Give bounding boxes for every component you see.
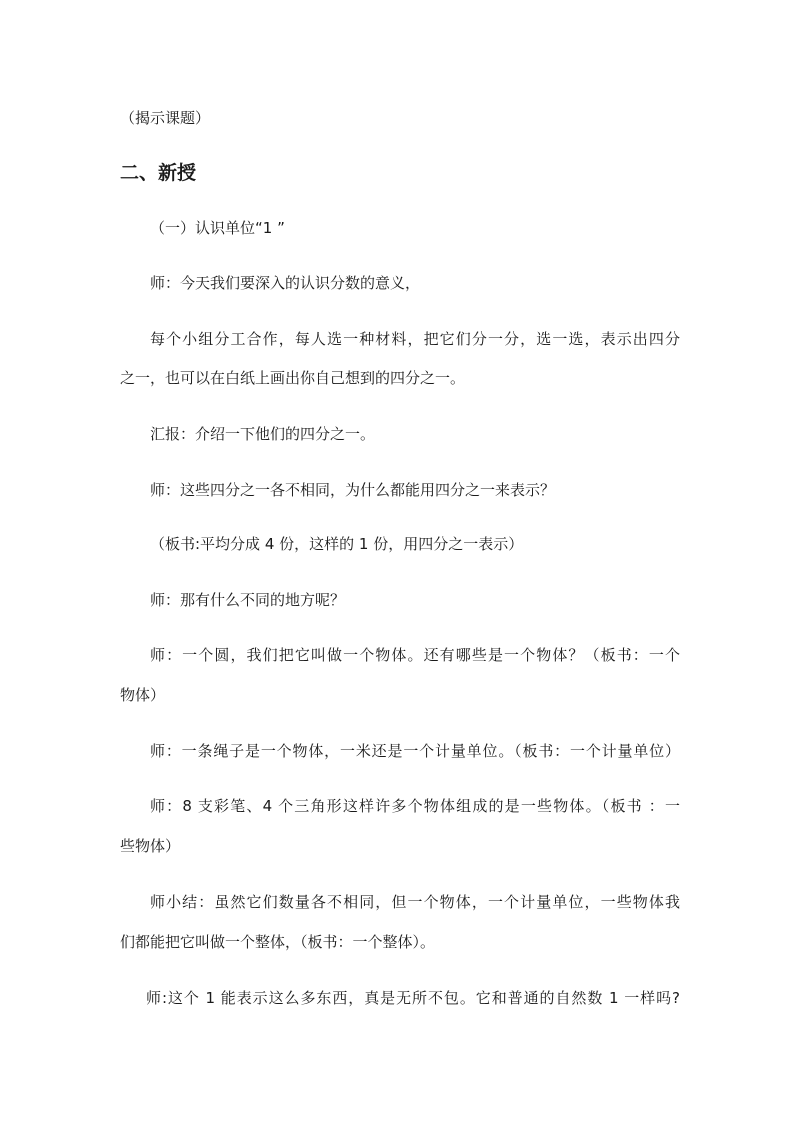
paragraph-4: 师：这些四分之一各不相同，为什么都能用四分之一来表示？ <box>150 481 556 499</box>
topic-note: （揭示课题） <box>120 109 211 127</box>
paragraph-10-line-2: 们都能把它叫做一个整体，（板书：一个整体）。 <box>120 933 436 951</box>
paragraph-1: 师：今天我们要深入的认识分数的意义， <box>150 274 421 292</box>
paragraph-8: 师：一条绳子是一个物体，一米还是一个计量单位。（板书：一个计量单位） <box>150 742 680 760</box>
paragraph-11: 师:这个 1 能表示这么多东西，真是无所不包。它和普通的自然数 1 一样吗? <box>146 989 680 1007</box>
paragraph-5: （板书:平均分成 4 份，这样的 1 份，用四分之一表示） <box>150 535 524 553</box>
paragraph-10-line-1: 师小结：虽然它们数量各不相同，但一个物体，一个计量单位，一些物体我 <box>150 893 680 911</box>
paragraph-2-line-2: 之一，也可以在白纸上画出你自己想到的四分之一。 <box>120 369 466 387</box>
paragraph-2-line-1: 每个小组分工合作，每人选一种材料，把它们分一分，选一选，表示出四分 <box>150 330 680 348</box>
paragraph-3: 汇报：介绍一下他们的四分之一。 <box>150 425 376 443</box>
section-heading: 二、新授 <box>120 162 197 184</box>
paragraph-7-line-2: 物体） <box>120 686 166 704</box>
subsection-title: （一）认识单位“1 ” <box>150 219 285 237</box>
paragraph-6: 师：那有什么不同的地方呢？ <box>150 591 346 609</box>
paragraph-9-line-2: 些物体） <box>120 837 181 855</box>
paragraph-9-line-1: 师：8 支彩笔、4 个三角形这样许多个物体组成的是一些物体。（板书 ：一 <box>150 797 680 815</box>
paragraph-7-line-1: 师：一个圆，我们把它叫做一个物体。还有哪些是一个物体？（板书：一个 <box>150 646 680 664</box>
